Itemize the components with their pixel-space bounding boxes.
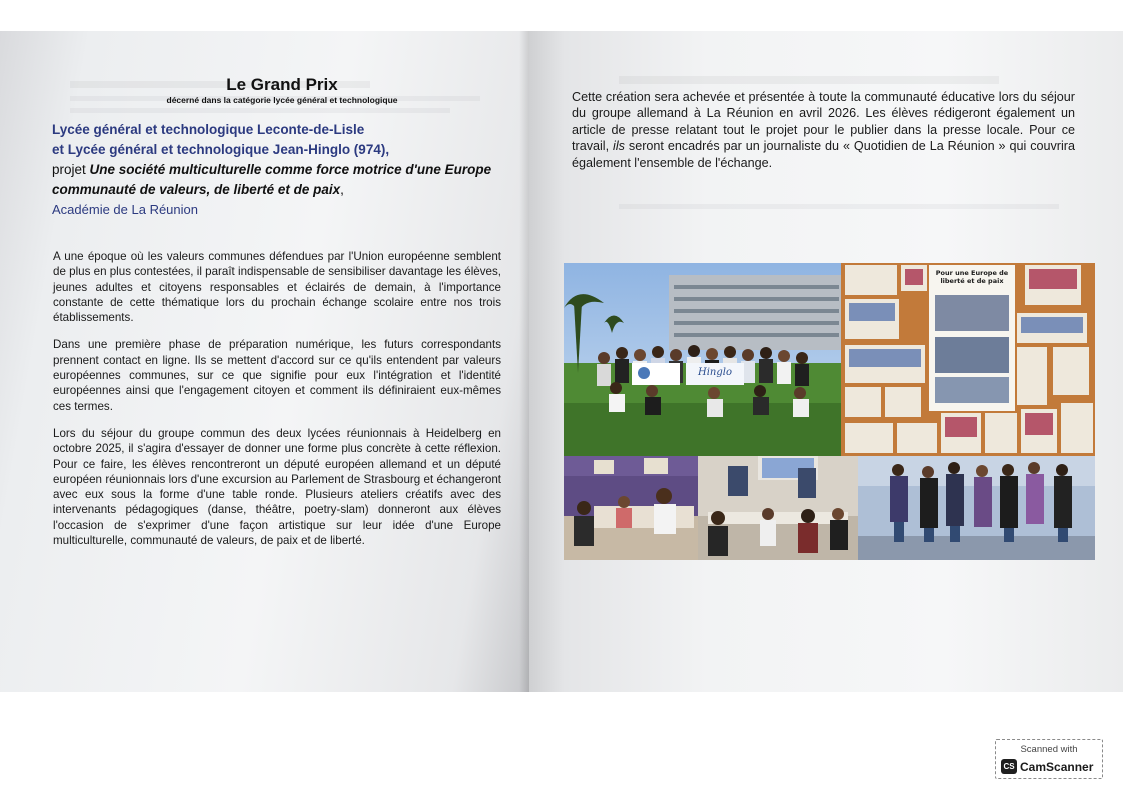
academie: Académie de La Réunion xyxy=(52,202,198,217)
photo-group-indoor-image xyxy=(858,456,1095,560)
projet-prefix: projet xyxy=(52,162,90,177)
poster-title: Pour une Europe de liberté et de paix xyxy=(935,269,1009,285)
photo-classroom-2-image xyxy=(698,456,858,560)
paragraph-1: A une époque où les valeurs communes défendues par l'Union européenne semblent de plus en plus contestées, il paraît indispensable de sensibiliser davantage les élèves, jeunes adultes et citoyens responsables et éclairés de demain, à l'importance constante de cette thématique lors du prochain échange scolaire entre nos trois établissements. xyxy=(53,250,501,325)
photo-classroom-1-image xyxy=(564,456,698,560)
photo-group-outdoor-image xyxy=(564,263,841,456)
camscanner-brand xyxy=(1001,759,1093,774)
paragraph-3: Lors du séjour du groupe commun des deux lycées réunionnais à Heidelberg en octobre 2025, il s'agira d'essayer de donner une forme plus concrète à cette réflexion. Pour ce faire, les élèves rencontreront un député européen allemand et un député européen réunionnais lors d'une excursion au Parlement de Strasbourg et échangeront avec eux sous la forme d'une table ronde. Plusieurs ateliers créatifs avec des intervenants pédagogiques (danse, théâtre, poetry-slam) donneront aux élèves l'occasion de s'exprimer d'une façon artistique sur leur idée d'une Europe multiculturelle, communauté de valeurs, de paix et de liberté. xyxy=(53,426,501,548)
camscanner-logo-icon: CS xyxy=(1001,759,1017,774)
paragraph-right-italic: ils xyxy=(613,139,625,154)
banner-text: Hinglo xyxy=(698,367,732,378)
right-page xyxy=(529,31,1123,692)
photo-classroom-1 xyxy=(564,456,698,560)
scanned-with-label: Scanned with xyxy=(1020,744,1078,755)
lycee-line-2: et Lycée général et technologique Jean-Hinglo (974), xyxy=(52,142,390,157)
projet-suffix: , xyxy=(340,182,344,197)
left-body-text xyxy=(53,249,501,560)
award-header xyxy=(52,120,512,220)
page-subtitle: décerné dans la catégorie lycée général et technologique xyxy=(166,95,398,105)
page-title: Le Grand Prix xyxy=(226,75,338,94)
photo-collage xyxy=(564,263,1095,560)
photo-bulletin-board-image xyxy=(841,263,1095,456)
lycee-line-1: Lycée général et technologique Leconte-de-Lisle xyxy=(52,122,365,137)
projet-title: Une société multiculturelle comme force motrice d'une Europe communauté de valeurs, de liberté et de paix xyxy=(52,162,492,197)
right-body-text xyxy=(572,89,1075,171)
paragraph-2: Dans une première phase de préparation numérique, les futurs correspondants prennent contact en ligne. Ils se mettent d'accord sur ce qu'ils entendent par valeurs européennes communes, sur ce que signifie pour eux l'intégration et l'identité européennes ainsi que l'engagement citoyen et comment ils définiraient eux-mêmes ces termes. xyxy=(53,338,501,413)
camscanner-brand-name: CamScanner xyxy=(1020,759,1094,774)
photo-bulletin-board xyxy=(841,263,1095,456)
projet-line xyxy=(52,160,512,200)
photo-group-indoor xyxy=(858,456,1095,560)
paragraph-right-b: seront encadrés par un journaliste du « Quotidien de La Réunion » qui couvrira également l'ensemble de l'échange. xyxy=(572,139,1075,170)
camscanner-watermark xyxy=(995,739,1103,779)
left-page xyxy=(0,31,529,692)
photo-classroom-2 xyxy=(698,456,858,560)
photo-group-outdoor xyxy=(564,263,841,456)
paragraph-right-a: Cette création sera achevée et présentée à toute la communauté éducative lors du séjour du groupe allemand à La Réunion en avril 2026. Les élèves rédigeront également un article de presse relatant tout le projet pour le publier dans la presse locale. Pour ce travail, xyxy=(572,90,1075,154)
